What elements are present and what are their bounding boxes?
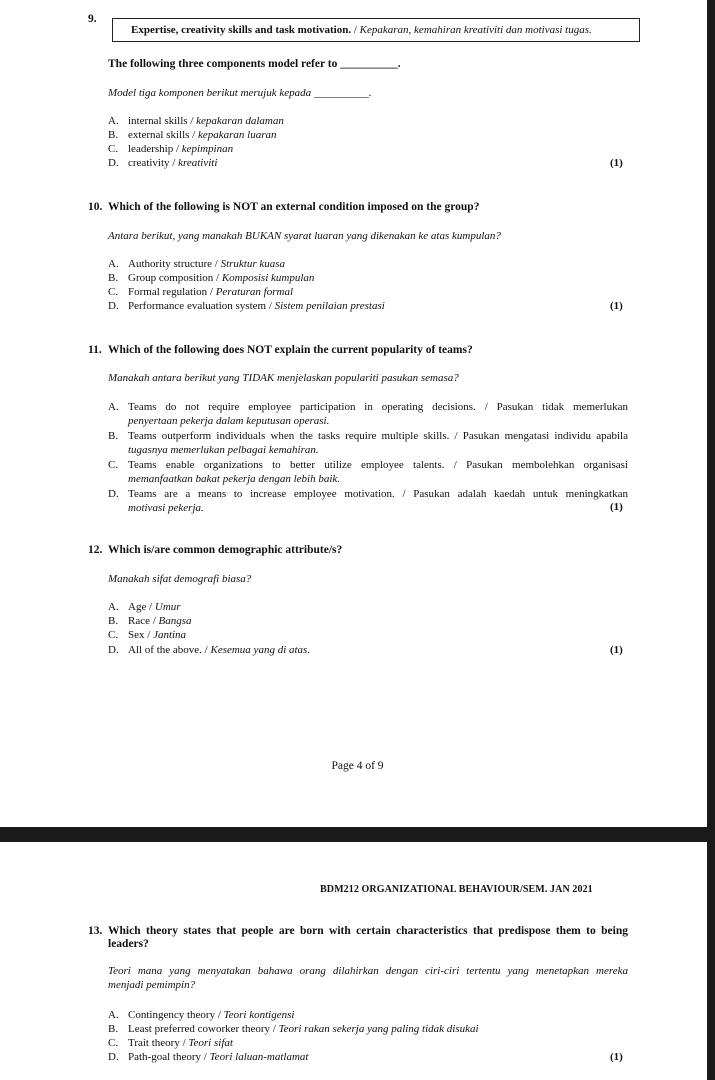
question-13-mark: (1) — [610, 1051, 623, 1063]
question-9-box-en: Expertise, creativity skills and task motivation. — [131, 24, 352, 36]
question-9-box-ms: Kepakaran, kemahiran kreativiti dan motivasi tugas. — [359, 24, 592, 36]
question-10-option-b: B. Group composition / Komposisi kumpulan — [108, 272, 315, 284]
question-13-option-d: D. Path-goal theory / Teori laluan-matlamat — [108, 1051, 309, 1063]
question-9-mark: (1) — [610, 157, 623, 169]
question-13-text-en-line2: leaders? — [108, 938, 149, 950]
question-12-option-c: C. Sex / Jantina — [108, 629, 187, 641]
question-13-option-c: C. Trait theory / Teori sifat — [108, 1037, 233, 1049]
question-10-text-ms: Antara berikut, yang manakah BUKAN syarat luaran yang dikenakan ke atas kumpulan? — [108, 230, 501, 242]
question-12-option-b: B. Race / Bangsa — [108, 615, 192, 627]
question-9-number: 9. — [88, 13, 97, 25]
question-9-text-en: The following three components model refer to __________. — [108, 58, 401, 70]
question-13-text-ms-line1: Teori mana yang menyatakan bahawa orang dilahirkan dengan ciri-ciri tertentu yang menetapkan mereka — [108, 965, 628, 977]
question-13-option-b: B. Least preferred coworker theory / Teori rakan sekerja yang paling tidak disukai — [108, 1023, 479, 1035]
question-9-option-d: D. creativity / kreativiti — [108, 157, 218, 169]
question-12-mark: (1) — [610, 644, 623, 656]
page-5 — [0, 842, 707, 1080]
question-10-text-en: Which of the following is NOT an external condition imposed on the group? — [108, 201, 480, 213]
question-10-mark: (1) — [610, 300, 623, 312]
question-9-box — [112, 18, 640, 42]
question-9-option-a: A. internal skills / kepakaran dalaman — [108, 115, 284, 127]
question-9-text-ms: Model tiga komponen berikut merujuk kepada __________. — [108, 87, 372, 99]
question-9-box-sep: / — [351, 24, 360, 36]
question-11-text-ms: Manakah antara berikut yang TIDAK menjelaskan populariti pasukan semasa? — [108, 372, 459, 384]
page-4: 9. Expertise, creativity skills and task motivation. / Kepakaran, kemahiran kreativiti dan motivasi tugas. The following three components model refer to __________. Model tiga komponen berikut merujuk kepada __________. A. internal skills / kepakaran dalaman B. external skills / kepakaran luaran C. leadership / kepimpinan D. creativity / kreativiti (1) 10. Which of the following is NOT an external condition imposed on the group? Antara berikut, yang manakah BUKAN syarat luaran yang dikenakan ke atas kumpulan? A. Authority structure / Struktur kuasa B. Group composition / Komposisi kumpulan C. Formal regulation / Peraturan formal D. Performance evaluation system / Sistem penilaian prestasi (1) 11. Which of the following does NOT explain the current popularity of teams? Manakah antara berikut yang TIDAK menjelaskan populariti pasukan semasa? A. Teams do not require employee participation in operating decisions. / Pasukan tidak memerlukan penyertaan pekerja dalam keputusan operasi. B. Teams outperform individuals when the tasks require multiple skills. / Pasukan mengatasi individu apabila tugasnya memerlukan pelbagai kemahiran. C. Teams enable organizations to better utilize employee talents. / Pasukan membolehkan organisasi memanfaatkan bakat pekerja dengan lebih baik. D. Teams are a means to increase employee motivation. / Pasukan adalah kaedah untuk meningkatkan motivasi pekerja. (1) 12. Which is/are common demographic attribute/s? Manakah sifat demografi biasa? A. Age / Umur B. Race / Bangsa C. Sex / Jantina D. All of the above. / Kesemua yang di atas. (1) Page 4 of 9 — [0, 0, 707, 827]
question-11-number: 11. — [88, 344, 102, 356]
page-footer: Page 4 of 9 — [331, 760, 384, 772]
question-10-option-c: C. Formal regulation / Peraturan formal — [108, 286, 293, 298]
question-13-number: 13. — [88, 925, 103, 937]
question-12-text-en: Which is/are common demographic attribute/s? — [108, 544, 343, 556]
question-13-text-ms-line2: menjadi pemimpin? — [108, 979, 196, 991]
question-10-option-a: A. Authority structure / Struktur kuasa — [108, 258, 286, 270]
question-12-number: 12. — [88, 544, 103, 556]
page-header: BDM212 ORGANIZATIONAL BEHAVIOUR/SEM. JAN 2021 — [320, 884, 593, 895]
question-9-option-b: B. external skills / kepakaran luaran — [108, 129, 277, 141]
question-12-option-d: D. All of the above. / Kesemua yang di atas. — [108, 644, 311, 656]
question-11-text-en: Which of the following does NOT explain the current popularity of teams? — [108, 344, 473, 356]
question-10-option-d: D. Performance evaluation system / Sistem penilaian prestasi — [108, 300, 385, 312]
question-13-text-en-line1: Which theory states that people are born with certain characteristics that predispose them to being — [108, 925, 628, 937]
question-11-mark: (1) — [610, 501, 623, 513]
question-12-option-a: A. Age / Umur — [108, 601, 181, 613]
question-13-option-a: A. Contingency theory / Teori kontigensi — [108, 1009, 295, 1021]
question-12-text-ms: Manakah sifat demografi biasa? — [108, 573, 252, 585]
question-9-option-c: C. leadership / kepimpinan — [108, 143, 234, 155]
question-10-number: 10. — [88, 201, 103, 213]
